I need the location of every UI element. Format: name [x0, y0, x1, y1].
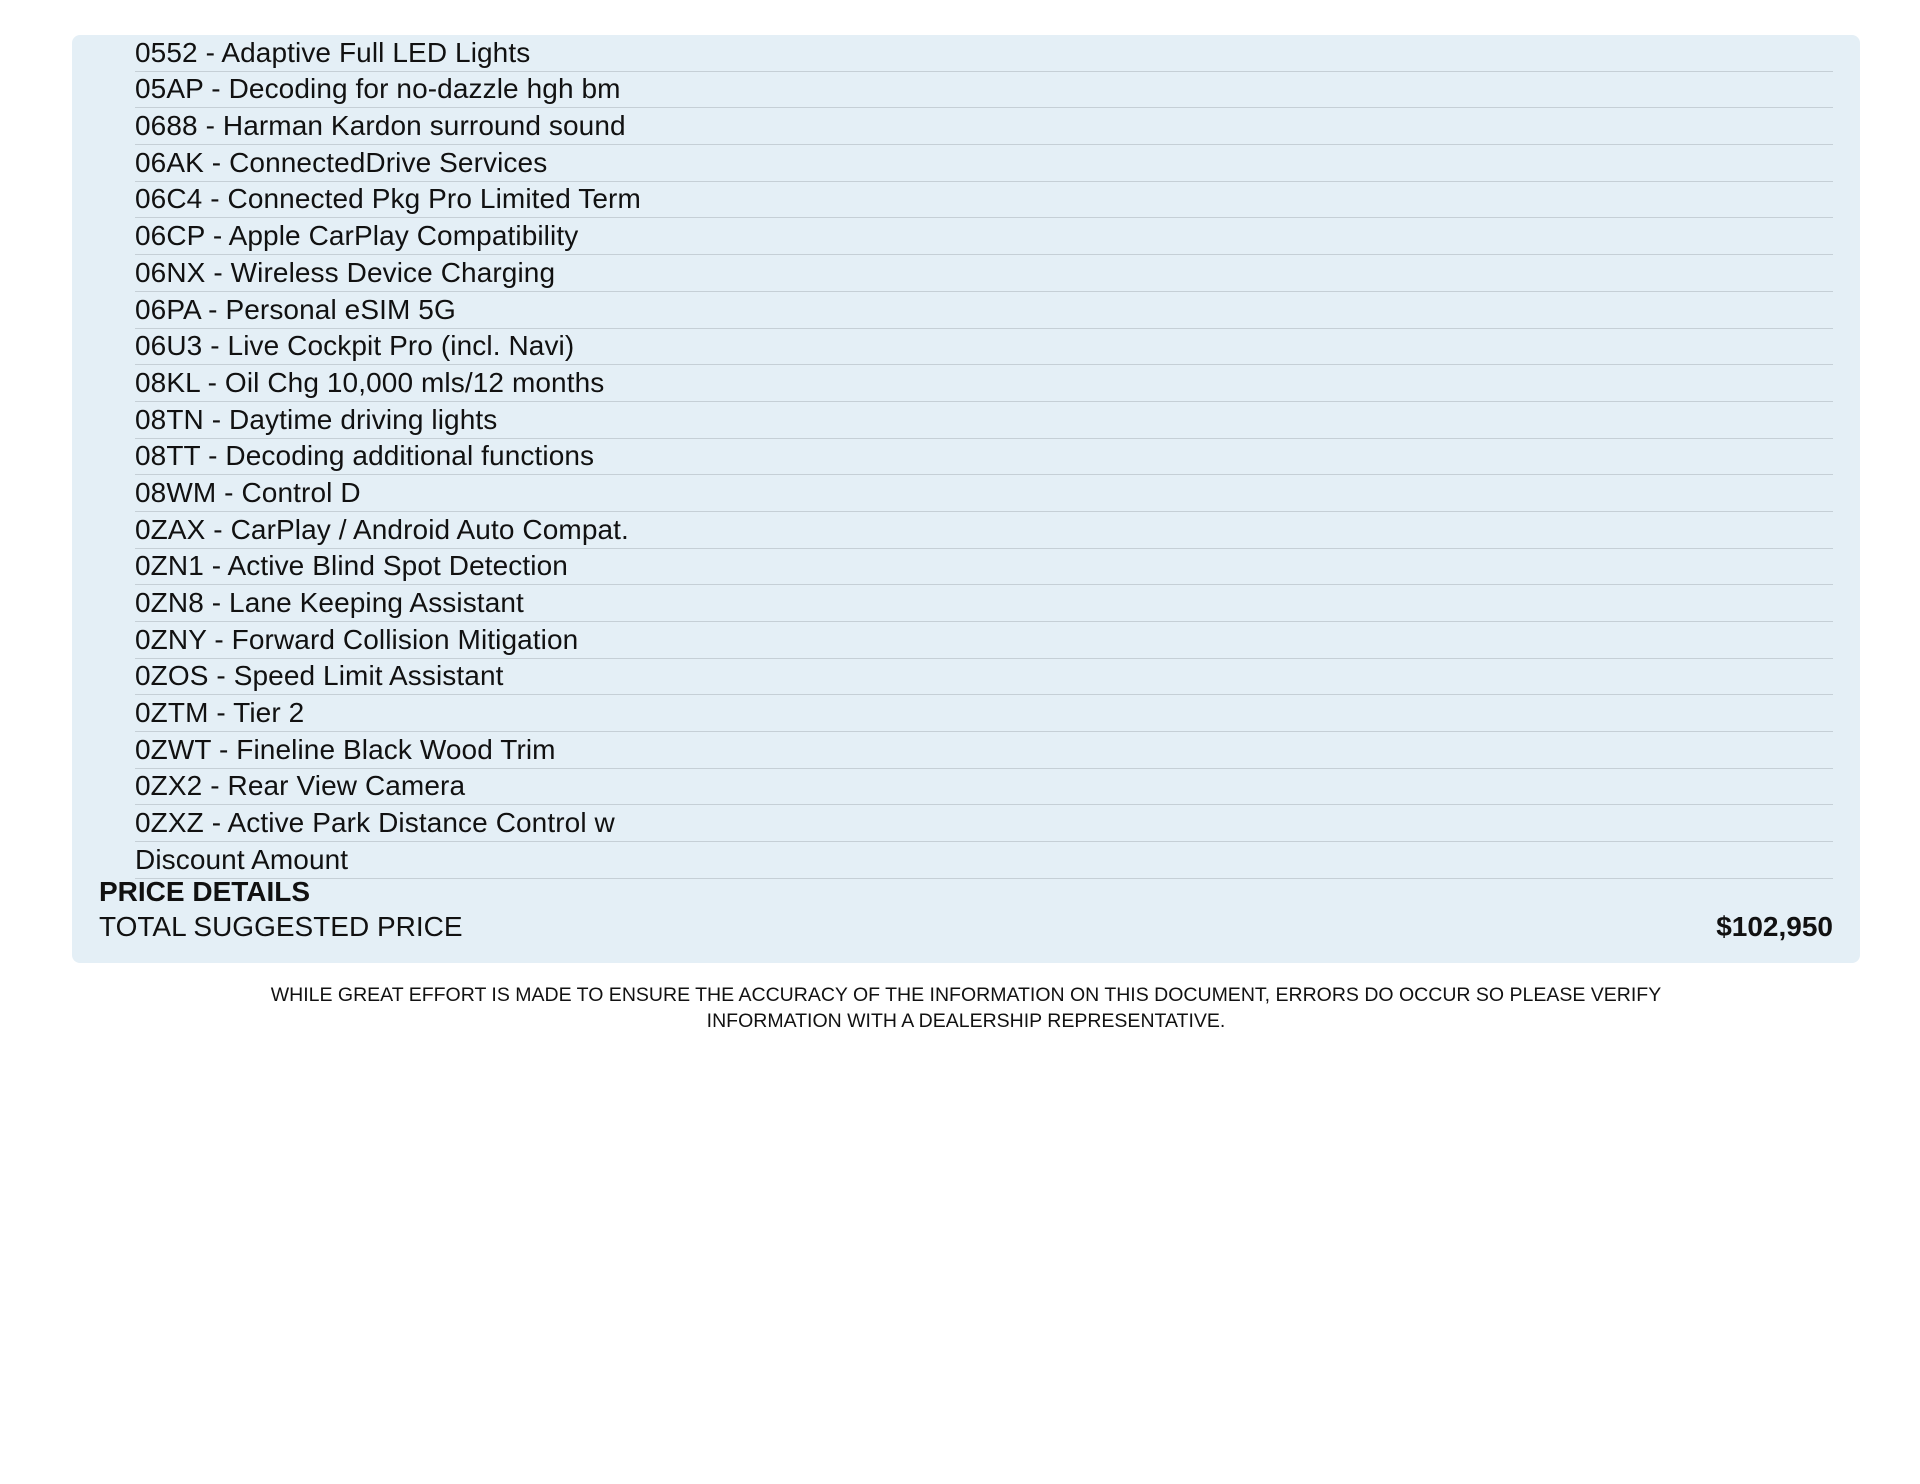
option-row	[135, 35, 1833, 72]
option-label: 0ZOS - Speed Limit Assistant	[135, 660, 504, 692]
option-row	[135, 732, 1833, 769]
options-list	[135, 35, 1833, 879]
option-row	[135, 145, 1833, 182]
option-row	[135, 218, 1833, 255]
total-suggested-price-label: TOTAL SUGGESTED PRICE	[99, 911, 463, 942]
option-row	[135, 769, 1833, 806]
option-label: 0ZXZ - Active Park Distance Control w	[135, 807, 615, 839]
disclaimer	[72, 982, 1860, 1034]
option-row	[135, 549, 1833, 586]
option-row	[135, 329, 1833, 366]
option-label: 06AK - ConnectedDrive Services	[135, 146, 548, 178]
option-label: 06PA - Personal eSIM 5G	[135, 293, 456, 325]
option-label: 0552 - Adaptive Full LED Lights	[135, 36, 531, 68]
option-label: 08WM - Control D	[135, 476, 361, 508]
option-row	[135, 659, 1833, 696]
discount-row	[135, 842, 1833, 879]
option-row	[135, 72, 1833, 109]
option-label: 0ZX2 - Rear View Camera	[135, 770, 466, 802]
option-row	[135, 182, 1833, 219]
option-row	[135, 695, 1833, 732]
option-row	[135, 108, 1833, 145]
option-label: 06C4 - Connected Pkg Pro Limited Term	[135, 183, 641, 215]
option-label: 0ZNY - Forward Collision Mitigation	[135, 623, 579, 655]
option-label: 05AP - Decoding for no-dazzle hgh bm	[135, 73, 621, 105]
option-label: 08KL - Oil Chg 10,000 mls/12 months	[135, 366, 605, 398]
option-row	[135, 475, 1833, 512]
option-row	[135, 292, 1833, 329]
price-details-heading: PRICE DETAILS	[99, 876, 311, 907]
option-row	[135, 622, 1833, 659]
disclaimer-line: WHILE GREAT EFFORT IS MADE TO ENSURE THE ACCURACY OF THE INFORMATION ON THIS DOCUMENT, ERRORS DO OCCUR SO PLEASE VERIFY	[270, 984, 1662, 1006]
option-label: 0ZTM - Tier 2	[135, 697, 305, 729]
option-row	[135, 585, 1833, 622]
option-label: 0688 - Harman Kardon surround sound	[135, 110, 626, 142]
option-row	[135, 512, 1833, 549]
total-suggested-price-value: $102,950	[1716, 911, 1833, 942]
option-row	[135, 402, 1833, 439]
option-label: 08TN - Daytime driving lights	[135, 403, 498, 435]
discount-label: Discount Amount	[135, 843, 349, 875]
option-row	[135, 365, 1833, 402]
option-label: 06CP - Apple CarPlay Compatibility	[135, 220, 579, 252]
option-label: 0ZN1 - Active Blind Spot Detection	[135, 550, 568, 582]
option-label: 08TT - Decoding additional functions	[135, 440, 595, 472]
option-label: 0ZN8 - Lane Keeping Assistant	[135, 587, 524, 618]
option-label: 0ZWT - Fineline Black Wood Trim	[135, 733, 556, 765]
option-row	[135, 255, 1833, 292]
option-label: 06U3 - Live Cockpit Pro (incl. Navi)	[135, 330, 575, 362]
option-label: 0ZAX - CarPlay / Android Auto Compat.	[135, 513, 629, 545]
options-panel	[72, 35, 1860, 963]
option-row	[135, 805, 1833, 842]
option-row	[135, 439, 1833, 476]
option-label: 06NX - Wireless Device Charging	[135, 256, 556, 288]
disclaimer-line: INFORMATION WITH A DEALERSHIP REPRESENTATIVE.	[706, 1010, 1226, 1032]
